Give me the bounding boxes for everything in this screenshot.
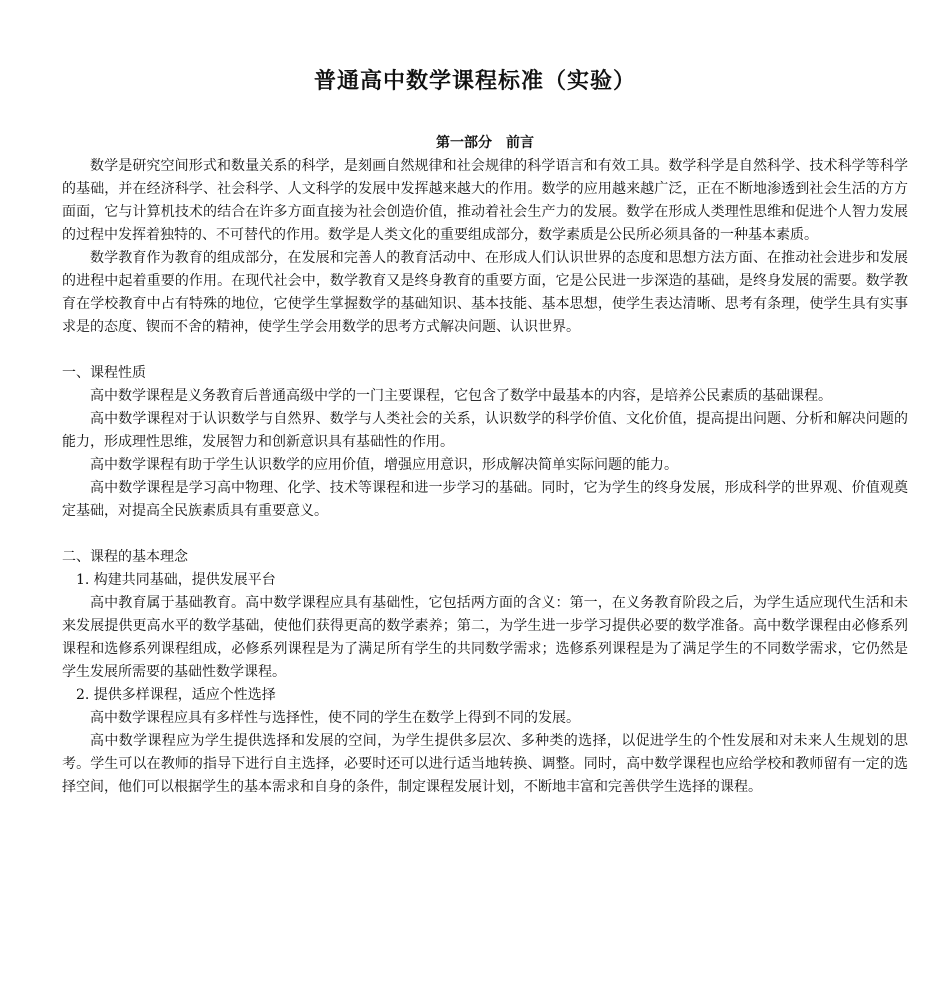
preface-paragraph: 数学教育作为教育的组成部分，在发展和完善人的教育活动中、在形成人们认识世界的态度和思想方法方面、在推动社会进步和发展的进程中起着重要的作用。在现代社会中，数学教育又是终身教育的重要方面，它是公民进一步深造的基础，是终身发展的需要。数学教育在学校教育中占有特殊的地位，它使学生掌握数学的基础知识、基本技能、基本思想，使学生表达清晰、思考有条理，使学生具有实事求是的态度、锲而不舍的精神，使学生学会用数学的思考方式解决问题、认识世界。 (62, 250, 908, 335)
part-heading: 第一部分 前言 (436, 135, 534, 151)
section1-paragraph: 高中数学课程是学习高中物理、化学、技术等课程和进一步学习的基础。同时，它为学生的终身发展，形成科学的世界观、价值观奠定基础，对提高全民族素质具有重要意义。 (62, 480, 908, 519)
section-heading-course-nature: 一、课程性质 (62, 365, 146, 381)
document-body (62, 132, 908, 799)
subsection-heading-diverse-courses: 2. 提供多样课程，适应个性选择 (76, 687, 276, 703)
section1-paragraph: 高中数学课程是义务教育后普通高级中学的一门主要课程，它包含了数学中最基本的内容，是培养公民素质的基础课程。 (90, 388, 832, 404)
section-heading-basic-ideas: 二、课程的基本理念 (62, 549, 188, 565)
preface-paragraph: 数学是研究空间形式和数量关系的科学，是刻画自然规律和社会规律的科学语言和有效工具。数学科学是自然科学、技术科学等科学的基础，并在经济科学、社会科学、人文科学的发展中发挥越来越大的作用。数学的应用越来越广泛，正在不断地渗透到社会生活的方方面面，它与计算机技术的结合在许多方面直接为社会创造价值，推动着社会生产力的发展。数学在形成人类理性思维和促进个人智力发展的过程中发挥着独特的、不可替代的作用。数学是人类文化的重要组成部分，数学素质是公民所必须具备的一种基本素质。 (62, 158, 908, 243)
document-title: 普通高中数学课程标准（实验） (313, 68, 636, 94)
subsection2-paragraph: 高中数学课程应具有多样性与选择性，使不同的学生在数学上得到不同的发展。 (90, 710, 580, 726)
section1-paragraph: 高中数学课程对于认识数学与自然界、数学与人类社会的关系，认识数学的科学价值、文化价值，提高提出问题、分析和解决问题的能力，形成理性思维，发展智力和创新意识具有基础性的作用。 (62, 411, 908, 450)
subsection2-paragraph: 高中数学课程应为学生提供选择和发展的空间，为学生提供多层次、多种类的选择，以促进学生的个性发展和对未来人生规划的思考。学生可以在教师的指导下进行自主选择，必要时还可以进行适当地转换、调整。同时，高中数学课程也应给学校和教师留有一定的选择空间，他们可以根据学生的基本需求和自身的条件，制定课程发展计划，不断地丰富和完善供学生选择的课程。 (62, 733, 908, 795)
subsection-heading-common-foundation: 1. 构建共同基础，提供发展平台 (76, 572, 276, 588)
section1-paragraph: 高中数学课程有助于学生认识数学的应用价值，增强应用意识，形成解决简单实际问题的能力。 (90, 457, 678, 473)
subsection1-paragraph: 高中教育属于基础教育。高中数学课程应具有基础性，它包括两方面的含义：第一，在义务教育阶段之后，为学生适应现代生活和未来发展提供更高水平的数学基础，使他们获得更高的数学素养；第二，为学生进一步学习提供必要的数学准备。高中数学课程由必修系列课程和选修系列课程组成，必修系列课程是为了满足所有学生的共同数学需求；选修系列课程是为了满足学生的不同数学需求，它仍然是学生发展所需要的基础性数学课程。 (62, 595, 908, 680)
